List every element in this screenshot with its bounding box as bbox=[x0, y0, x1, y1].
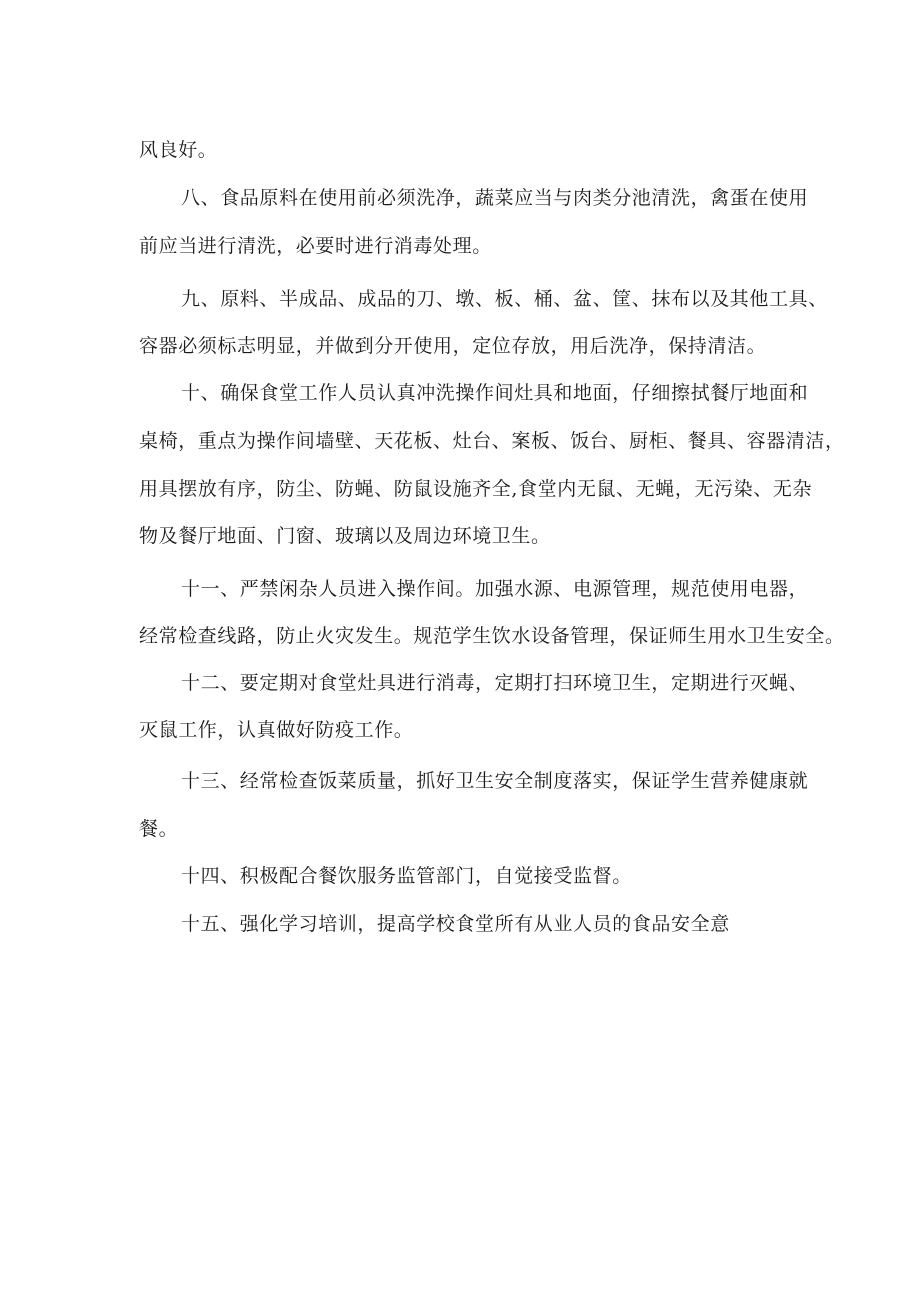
paragraph-8-line-2: 前应当进行清洗，必要时进行消毒处理。 bbox=[139, 235, 492, 257]
text-line: 风良好。 bbox=[139, 139, 218, 161]
paragraph-15-line-1: 十五、强化学习培训，提高学校食堂所有从业人员的食品安全意 bbox=[181, 913, 730, 935]
paragraph-11-line-1: 十一、严禁闲杂人员进入操作间。加强水源、电源管理，规范使用电器， bbox=[181, 578, 809, 600]
paragraph-10-line-2: 桌椅，重点为操作间墙壁、天花板、灶台、案板、饭台、厨柜、餐具、容器清洁， bbox=[139, 430, 845, 452]
paragraph-9-line-1: 九、原料、半成品、成品的刀、墩、板、桶、盆、筐、抹布以及其他工具、 bbox=[181, 288, 828, 310]
paragraph-9-line-2: 容器必须标志明显，并做到分开使用，定位存放，用后洗净，保持清洁。 bbox=[139, 335, 767, 357]
paragraph-10-line-1: 十、确保食堂工作人员认真冲洗操作间灶具和地面，仔细擦拭餐厅地面和 bbox=[181, 382, 809, 404]
paragraph-13-line-2: 餐。 bbox=[139, 818, 179, 840]
paragraph-11-line-2: 经常检查线路，防止火灾发生。规范学生饮水设备管理，保证师生用水卫生安全。 bbox=[139, 625, 845, 647]
paragraph-12-line-2: 灭鼠工作，认真做好防疫工作。 bbox=[139, 719, 414, 741]
paragraph-13-line-1: 十三、经常检查饭菜质量，抓好卫生安全制度落实，保证学生营养健康就 bbox=[181, 770, 809, 792]
paragraph-10-line-3: 用具摆放有序，防尘、防蝇、防鼠设施齐全,食堂内无鼠、无蝇，无污染、无杂 bbox=[139, 478, 813, 500]
paragraph-14-line-1: 十四、积极配合餐饮服务监管部门，自觉接受监督。 bbox=[181, 865, 632, 887]
paragraph-10-line-4: 物及餐厅地面、门窗、玻璃以及周边环境卫生。 bbox=[139, 525, 551, 547]
paragraph-8-line-1: 八、食品原料在使用前必须洗净，蔬菜应当与肉类分池清洗，禽蛋在使用 bbox=[181, 187, 809, 209]
paragraph-12-line-1: 十二、要定期对食堂灶具进行消毒，定期打扫环境卫生，定期进行灭蝇、 bbox=[181, 672, 809, 694]
